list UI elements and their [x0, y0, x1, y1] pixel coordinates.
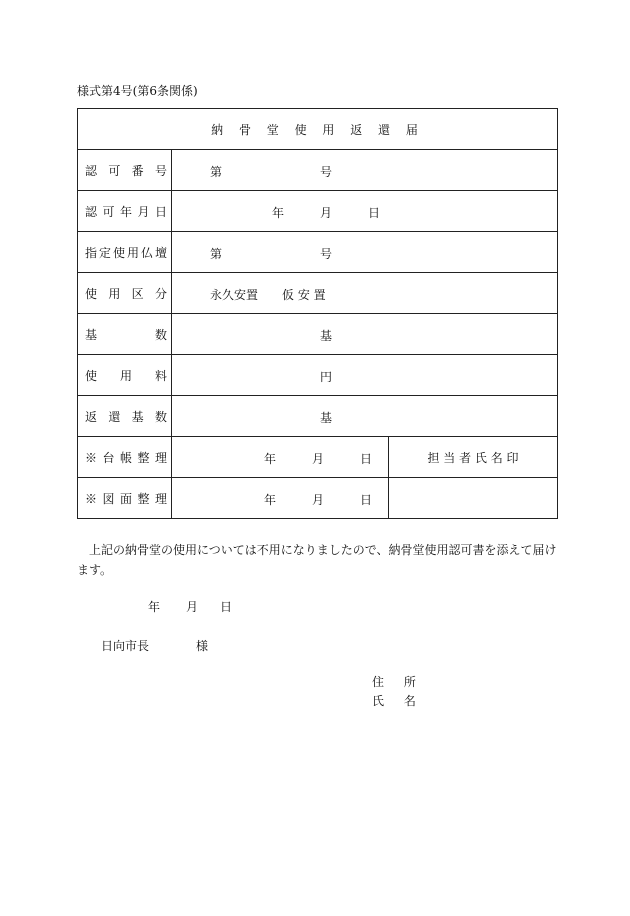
staff-seal-field[interactable]	[389, 478, 558, 519]
return-count-field[interactable]: 基	[172, 396, 558, 437]
submission-month: 月	[186, 600, 199, 614]
permit-number-field[interactable]: 第 号	[172, 150, 558, 191]
usage-option-temporary[interactable]: 仮 安 置	[282, 288, 326, 302]
applicant-name-label: 氏 名	[372, 694, 424, 708]
row-fee	[78, 355, 558, 396]
statement-line-2: ます。	[77, 563, 113, 577]
label-drawing: ※図面整理	[85, 491, 167, 506]
row-return-count	[78, 396, 558, 437]
drawing-date-field[interactable]: 年 月 日	[172, 478, 389, 519]
statement-line-1: 上記の納骨堂の使用については不用になりましたので、納骨堂使用認可書を添えて届け	[89, 543, 557, 557]
row-permit-number	[78, 150, 558, 191]
usage-option-permanent[interactable]: 永久安置	[210, 288, 259, 302]
label-fee: 使用料	[85, 368, 167, 383]
label-permit-date: 認可年月日	[85, 204, 167, 219]
row-usage-type	[78, 273, 558, 314]
submission-day: 日	[220, 600, 233, 614]
label-count: 基数	[85, 327, 167, 342]
label-ledger: ※台帳整理	[85, 450, 167, 465]
ledger-date-field[interactable]: 年 月 日	[172, 437, 389, 478]
row-permit-date	[78, 191, 558, 232]
row-ledger	[78, 437, 558, 478]
label-return-count: 返還基数	[85, 409, 167, 424]
permit-date-field[interactable]: 年 月 日	[172, 191, 558, 232]
addressee-name: 日向市長	[101, 639, 150, 653]
label-permit-number: 認可番号	[85, 163, 167, 178]
row-count	[78, 314, 558, 355]
row-drawing	[78, 478, 558, 519]
usage-type-field[interactable]	[172, 273, 558, 314]
staff-seal-label: 担 当 者 氏 名 印	[389, 437, 558, 478]
form-title: 納 骨 堂 使 用 返 還 届	[78, 109, 558, 150]
niche-field[interactable]: 第 号	[172, 232, 558, 273]
row-niche	[78, 232, 558, 273]
fee-field[interactable]: 円	[172, 355, 558, 396]
label-usage-type: 使用区分	[85, 286, 167, 301]
addressee-honorific: 様	[196, 639, 209, 653]
submission-year: 年	[148, 600, 161, 614]
return-form-table	[77, 108, 558, 519]
applicant-address-label: 住 所	[372, 675, 424, 689]
label-niche: 指定使用仏壇	[85, 245, 167, 260]
form-code: 様式第4号(第6条関係)	[77, 84, 198, 98]
count-field[interactable]: 基	[172, 314, 558, 355]
